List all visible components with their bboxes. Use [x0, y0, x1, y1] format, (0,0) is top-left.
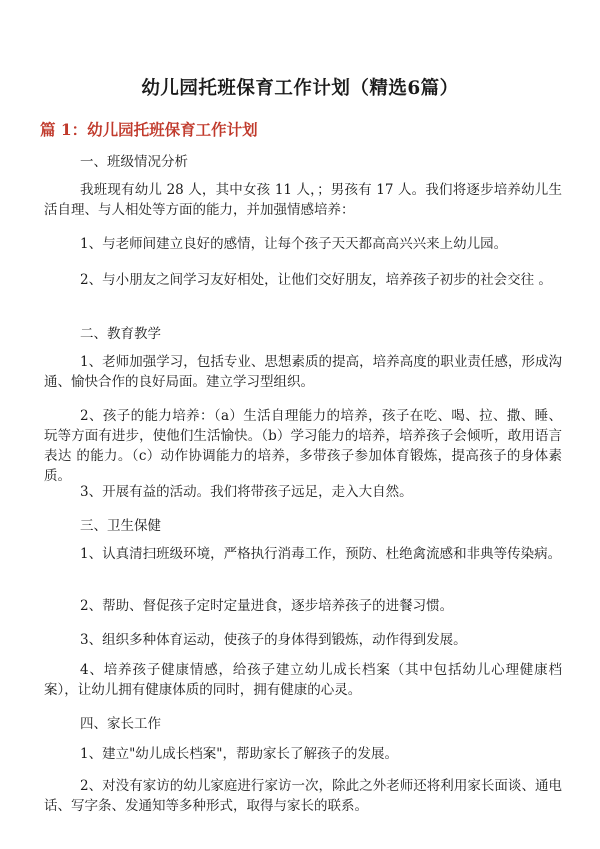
heading-health-care: 三、卫生保健 [80, 518, 161, 534]
paragraph: 1、老师加强学习，包括专业、思想素质的提高，培养高度的职业责任感，形成沟通、愉快合作的良好局面。建立学习型组织。 [44, 354, 562, 390]
paragraph: 2、孩子的能力培养：（a）生活自理能力的培养，孩子在吃、喝、拉、撒、睡、玩等方面有进步，使他们生活愉快。（b）学习能力的培养，培养孩子会倾听，敢用语言表达 的能力。（c）动作协调能力的培养，多带孩子参加体育锻炼，提高孩子的身体素质。 [44, 408, 562, 484]
paragraph: 1、认真清扫班级环境，严格执行消毒工作，预防、杜绝禽流感和非典等传染病。 [80, 546, 562, 562]
paragraph: 1、与老师间建立良好的感情，让每个孩子天天都高高兴兴来上幼儿园。 [80, 236, 508, 252]
heading-class-analysis: 一、班级情况分析 [80, 154, 188, 170]
section-heading: 篇 1：幼儿园托班保育工作计划 [40, 120, 258, 139]
paragraph: 2、与小朋友之间学习友好相处，让他们交好朋友，培养孩子初步的社会交往 。 [80, 272, 552, 288]
paragraph: 1、建立"幼儿成长档案"，帮助家长了解孩子的发展。 [80, 746, 399, 762]
paragraph: 我班现有幼儿 28 人，其中女孩 11 人，；男孩有 17 人。我们将逐步培养幼儿生 活自理、与人相处等方面的能力，并加强情感培养： [44, 182, 562, 218]
document-title: 幼儿园托班保育工作计划（精选6篇） [141, 78, 459, 99]
heading-parent-work: 四、家长工作 [80, 716, 161, 732]
heading-education: 二、教育教学 [80, 326, 161, 342]
paragraph: 2、对没有家访的幼儿家庭进行家访一次，除此之外老师还将利用家长面谈、通电话、写字条、发通知等多种形式，取得与家长的联系。 [44, 778, 562, 814]
paragraph: 3、组织多种体育运动，使孩子的身体得到锻炼，动作得到发展。 [80, 632, 467, 648]
paragraph: 2、帮助、督促孩子定时定量进食，逐步培养孩子的进餐习惯。 [80, 598, 454, 614]
paragraph: 4、培养孩子健康情感，给孩子建立幼儿成长档案（其中包括幼儿心理健康档案），让幼儿拥有健康体质的同时，拥有健康的心灵。 [44, 662, 562, 698]
paragraph: 3、开展有益的活动。我们将带孩子远足，走入大自然。 [80, 484, 413, 500]
